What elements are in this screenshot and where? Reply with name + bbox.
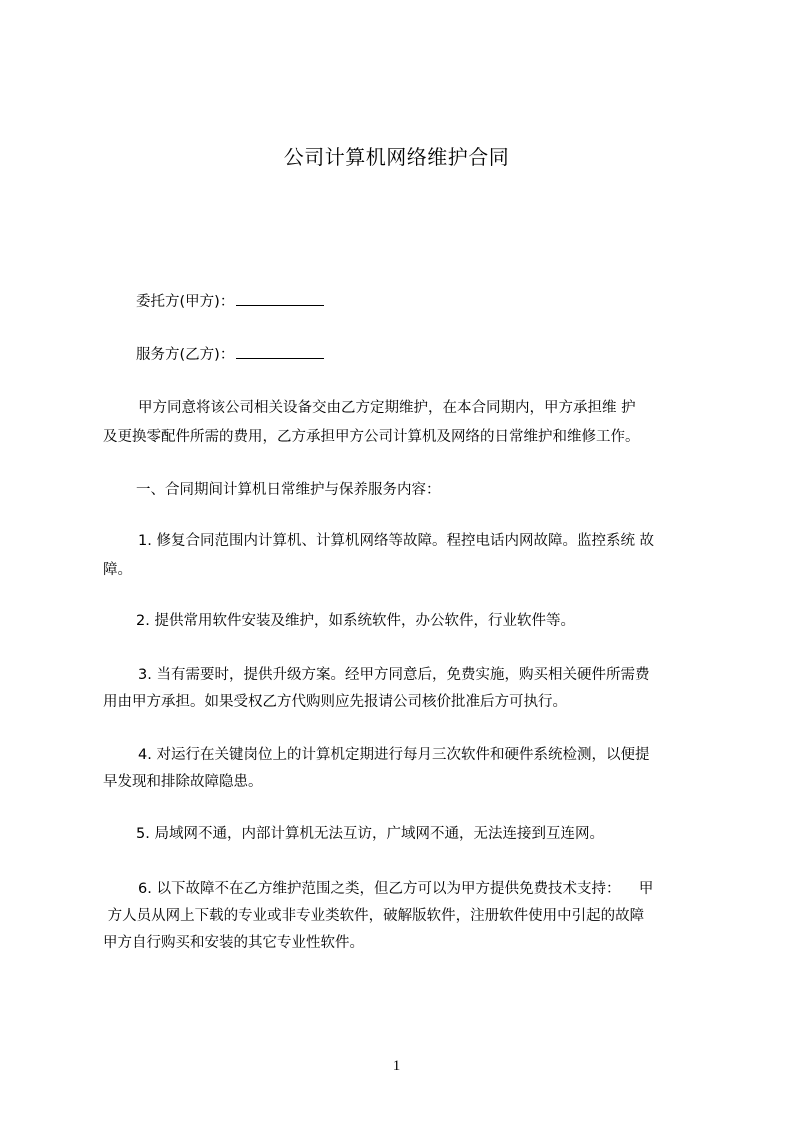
item-6-line-3: 甲方自行购买和安装的其它专业性软件。 (103, 935, 364, 951)
party-b-blank (236, 344, 324, 359)
party-a-label: 委托方(甲方)： (136, 294, 235, 310)
section-1-heading: 一、合同期间计算机日常维护与保养服务内容： (136, 482, 441, 498)
party-b-label: 服务方(乙方)： (136, 347, 235, 363)
party-a-blank (236, 291, 324, 306)
item-3-line-1: 3. 当有需要时，提供升级方案。经甲方同意后，免费实施，购买相关硬件所需费 (138, 667, 650, 683)
intro-line-1: 甲方同意将该公司相关设备交由乙方定期维护，在本合同期内，甲方承担维 护 (138, 400, 636, 416)
item-6-line-1: 6. 以下故障不在乙方维护范围之类，但乙方可以为甲方提供免费技术支持： 甲 (138, 881, 654, 897)
item-5-line-1: 5. 局域网不通，内部计算机无法互访，广域网不通，无法连接到互连网。 (136, 826, 604, 842)
party-b-line (136, 344, 324, 365)
intro-line-2: 及更换零配件所需的费用，乙方承担甲方公司计算机及网络的日常维护和维修工作。 (103, 429, 640, 445)
document-title: 公司计算机网络维护合同 (283, 145, 510, 169)
item-4-line-1: 4. 对运行在关键岗位上的计算机定期进行每月三次软件和硬件系统检测，以便提 (138, 747, 650, 763)
item-1-line-2: 障。 (103, 562, 132, 578)
page-number: 1 (392, 1058, 401, 1074)
item-1-line-1: 1. 修复合同范围内计算机、计算机网络等故障。程控电话内网故障。监控系统 故 (138, 533, 655, 549)
item-6-line-2: 方人员从网上下载的专业或非专业类软件，破解版软件，注册软件使用中引起的故障 (103, 908, 645, 924)
item-3-line-2: 用由甲方承担。如果受权乙方代购则应先报请公司核价批准后方可执行。 (103, 694, 567, 710)
item-4-line-2: 早发现和排除故障隐患。 (103, 774, 263, 790)
party-a-line (136, 291, 324, 312)
item-2-line-1: 2. 提供常用软件安装及维护，如系统软件，办公软件，行业软件等。 (136, 613, 575, 629)
